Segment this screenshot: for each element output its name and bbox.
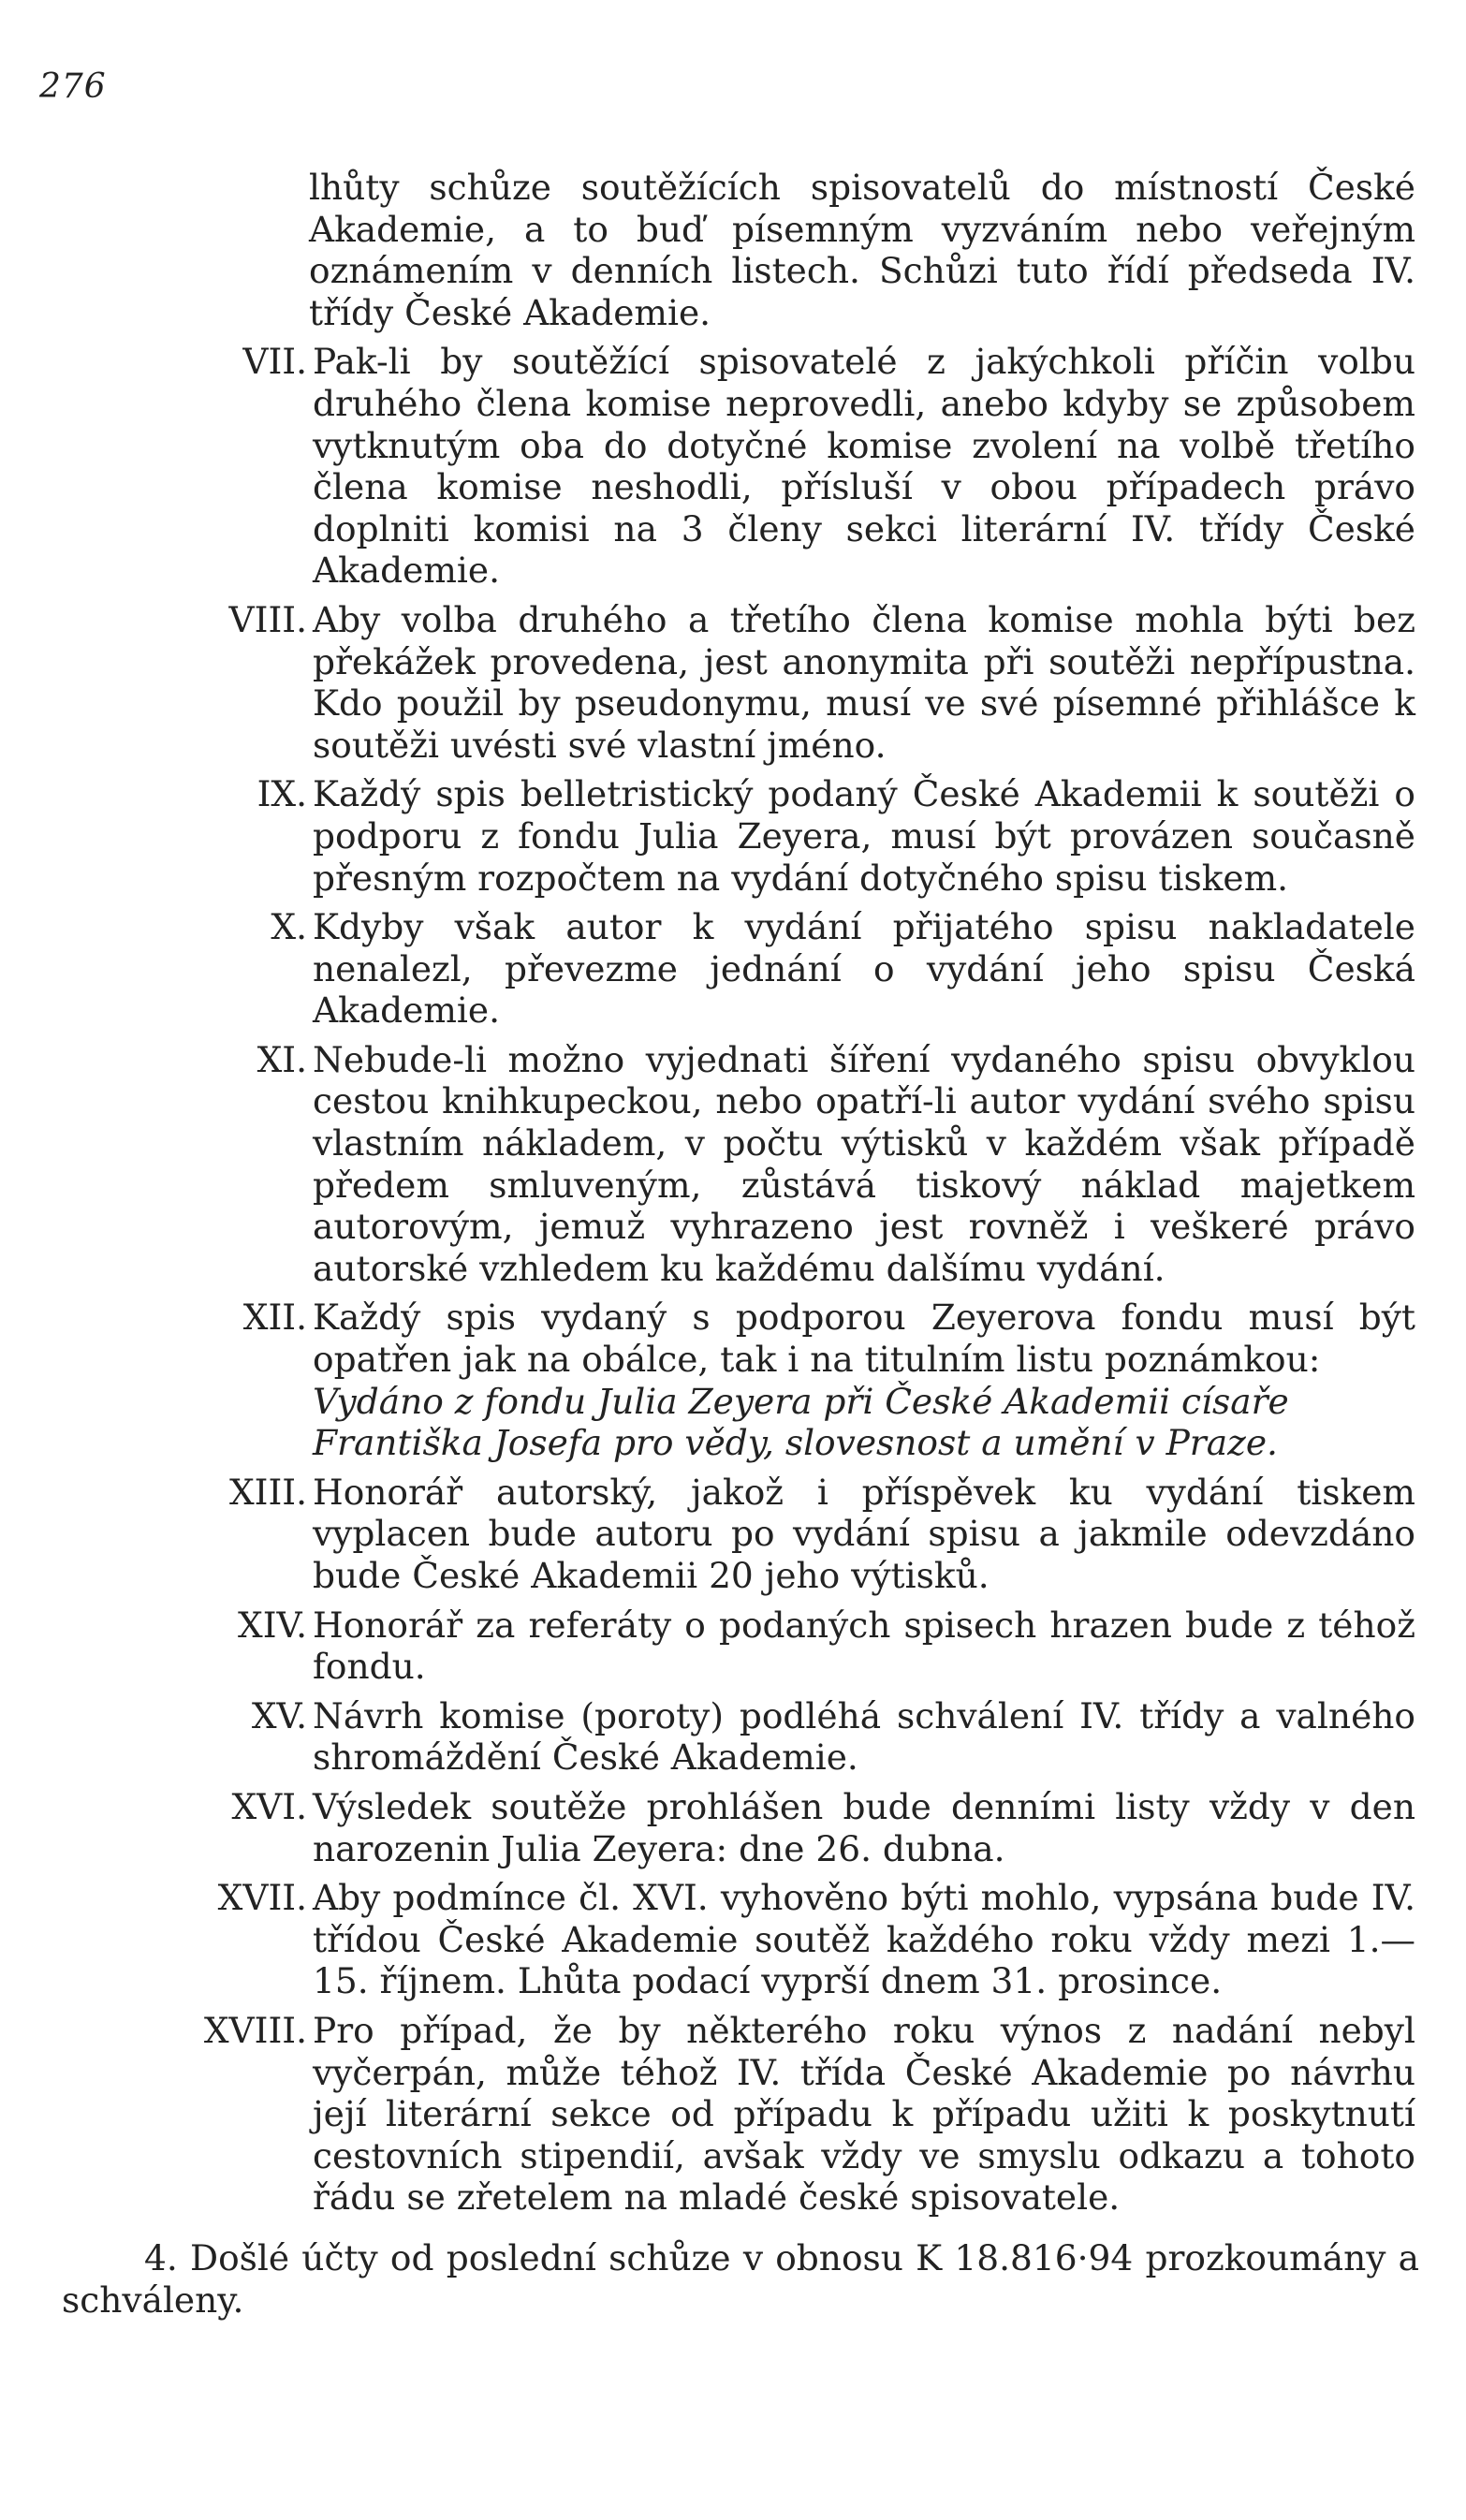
article-numeral: XIII. (228, 1471, 307, 1513)
article-vii (0, 341, 1466, 592)
article-text: Aby podmínce čl. XVI. vyhověno býti mohlo, vypsána bude IV. třídou České Akademie soutěž každého roku vždy mezi 1.—15. říjnem. Lhůta podací vyprší dnem 31. prosince. (313, 1877, 1415, 2002)
article-numeral: X. (271, 906, 307, 948)
article-text: Honorář za referáty o podaných spisech hrazen bude z téhož fondu. (313, 1604, 1415, 1688)
article-xiv (0, 1604, 1466, 1688)
article-xii (0, 1297, 1466, 1463)
article-numeral: XVII. (217, 1877, 307, 1919)
article-numeral: XII. (242, 1297, 307, 1339)
article-numeral: XV. (251, 1694, 307, 1736)
article-xv (0, 1695, 1466, 1779)
article-numeral: XIV. (238, 1604, 307, 1646)
page-number: 276 (39, 67, 107, 106)
article-text: Pak-li by soutěžící spisovatelé z jakýchkoli příčin volbu druhého člena komise neprovedli, anebo kdyby se způsobem vytknutým oba do dotyčné komise zvolení na volbě třetího člena komise neshodli, přísluší v obou případech právo doplniti komisi na 3 členy sekci literární IV. třídy České Akademie. (313, 341, 1415, 592)
article-ix (0, 773, 1466, 899)
imprint-note-line-1: Vydáno z fondu Julia Zeyera při České Akademii císaře (313, 1380, 1289, 1422)
article-text: Aby volba druhého a třetího člena komise mohla býti bez překážek provedena, jest anonymita při soutěži nepřípustna. Kdo použil by pseudonymu, musí ve své písemné přihlášce k soutěži uvésti své vlastní jméno. (313, 598, 1415, 766)
article-xiii (0, 1472, 1466, 1597)
article-xviii (0, 2010, 1466, 2219)
article-x (0, 906, 1466, 1032)
imprint-note-line-2: Františka Josefa pro vědy, slovesnost a umění v Praze. (313, 1422, 1278, 1464)
article-numeral: VIII. (228, 598, 307, 640)
article-text: Honorář autorský, jakož i příspěvek ku vydání tiskem vyplacen bude autoru po vydání spisu a jakmile odevzdáno bude České Akademii 20 jeho výtisků. (313, 1471, 1415, 1596)
article-xvii (0, 1877, 1466, 2002)
article-text: Pro případ, že by některého roku výnos z nadání nebyl vyčerpán, může téhož IV. třída České Akademie po návrhu její literární sekce od případu k případu užiti k poskytnutí cestovních stipendií, avšak vždy ve smyslu odkazu a tohoto řádu se zřetelem na mladé české spisovatele. (313, 2009, 1415, 2219)
article-viii (0, 599, 1466, 766)
minutes-point-4: 4. Došlé účty od poslední schůze v obnosu K 18.816·94 prozkoumány a schváleny. (62, 2236, 1419, 2321)
article-text: Kdyby však autor k vydání přijatého spisu nakladatele nenalezl, převezme jednání o vydání jeho spisu Česká Akademie. (313, 906, 1415, 1032)
article-text: Výsledek soutěže prohlášen bude denními listy vždy v den narozenin Julia Zeyera: dne 26. dubna. (313, 1785, 1415, 1869)
article-text: Nebude-li možno vyjednati šíření vydaného spisu obvyklou cestou knihkupeckou, nebo opatří-li autor vydání svého spisu vlastním nákladem, v počtu výtisků v každém však případě předem smluveným, zůstává tiskový náklad majetkem autorovým, jemuž vyhrazeno jest rovněž i veškeré právo autorské vzhledem ku každému dalšímu vydání. (313, 1038, 1415, 1289)
article-text-main: Každý spis vydaný s podporou Zeyerova fondu musí být opatřen jak na obálce, tak i na titulním listu poznámkou: (313, 1297, 1415, 1381)
article-text (313, 1297, 1415, 1463)
document-body (0, 167, 1466, 2321)
article-text: Návrh komise (poroty) podléhá schválení IV. třídy a valného shromáždění České Akademie. (313, 1694, 1415, 1779)
article-numeral: IX. (257, 773, 307, 815)
article-numeral: VII. (242, 341, 307, 383)
continuation-paragraph: lhůty schůze soutěžících spisovatelů do místností České Akademie, a to buď písemným vyzváním nebo veřejným oznámením v denních listech. Schůzi tuto řídí předseda IV. třídy České Akademie. (309, 167, 1415, 333)
article-xvi (0, 1786, 1466, 1869)
article-numeral: XVIII. (203, 2009, 307, 2051)
article-numeral: XI. (257, 1038, 307, 1080)
article-xi (0, 1039, 1466, 1290)
article-text: Každý spis belletristický podaný České Akademii k soutěži o podporu z fondu Julia Zeyera, musí být provázen současně přesným rozpočtem na vydání dotyčného spisu tiskem. (313, 773, 1415, 899)
article-numeral: XVI. (231, 1785, 307, 1827)
